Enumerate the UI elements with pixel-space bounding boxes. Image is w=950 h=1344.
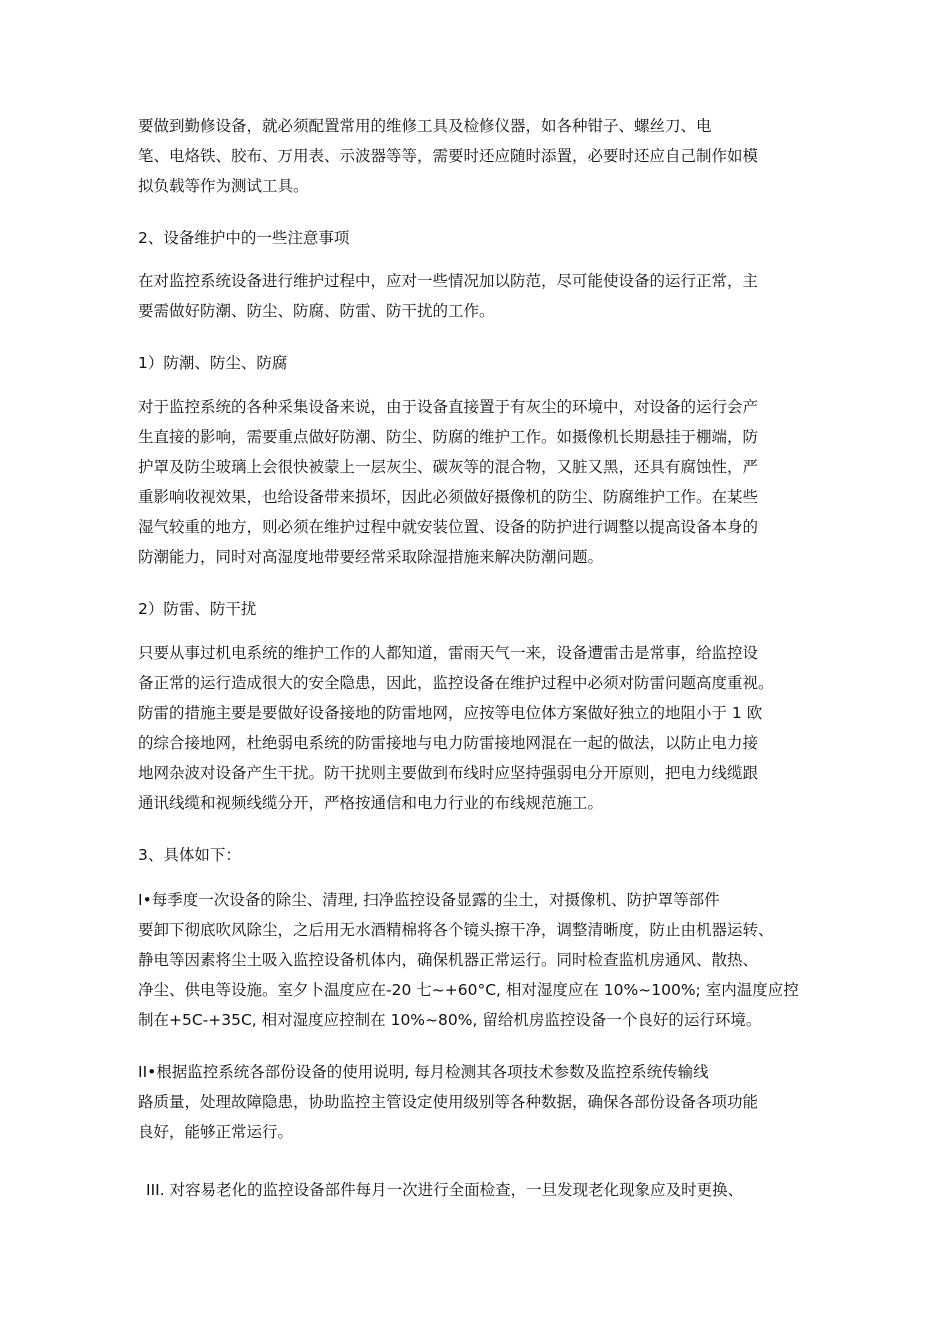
text-line: 净尘、供电等设施。室夕卜温度应在-20 七~+60°C, 相对湿度应在 10%~100%; 室内温度应控 (138, 981, 799, 999)
text-line: 对于监控系统的各种采集设备来说，由于设备直接置于有灰尘的环境中，对设备的运行会产 (138, 398, 759, 416)
section-heading: 3、具体如下： (138, 846, 241, 864)
list-item-line: I•每季度一次设备的除尘、清理, 扫净监控设备显露的尘土，对摄像机、防护罩等部件 (138, 891, 720, 909)
text-line: 防潮能力，同时对高湿度地带要经常采取除湿措施来解决防潮问题。 (138, 548, 604, 566)
text-line: 备正常的运行造成很大的安全隐患，因此，监控设备在维护过程中必须对防雷问题高度重视。 (138, 674, 774, 692)
text-line: 良好，能够正常运行。 (138, 1123, 294, 1141)
text-line: 生直接的影响，需要重点做好防潮、防尘、防腐的维护工作。如摄像机长期悬挂于棚端，防 (138, 428, 759, 446)
text-line: 通讯线缆和视频线缆分开，严格按通信和电力行业的布线规范施工。 (138, 794, 604, 812)
text-line: 防雷的措施主要是要做好设备接地的防雷地网，应按等电位体方案做好独立的地阻小于 1 欧 (138, 704, 763, 722)
text-line: 地网杂波对设备产生干扰。防干扰则主要做到布线时应坚持强弱电分开原则，把电力线缆跟 (138, 764, 759, 782)
subsection-heading: 1）防潮、防尘、防腐 (138, 354, 288, 372)
list-item-line: II•根据监控系统各部份设备的使用说明, 每月检测其各项技术参数及监控系统传输线 (138, 1063, 709, 1081)
text-line: 要需做好防潮、防尘、防腐、防雷、防干扰的工作。 (138, 302, 495, 320)
text-line: 要做到勤修设备，就必须配置常用的维修工具及检修仪器，如各种钳子、螺丝刀、电 (138, 117, 712, 135)
text-line: 重影响收视效果，也给设备带来损坏，因此必须做好摄像机的防尘、防腐维护工作。在某些 (138, 488, 759, 506)
text-line: 路质量，处理故障隐患，协助监控主管设定使用级别等各种数据，确保各部份设备各项功能 (138, 1093, 759, 1111)
text-line: 在对监控系统设备进行维护过程中，应对一些情况加以防范，尽可能使设备的运行正常，主 (138, 272, 759, 290)
text-line: 拟负载等作为测试工具。 (138, 177, 309, 195)
list-item-line: III. 对容易老化的监控设备部件每月一次进行全面检查，一旦发现老化现象应及时更换、 (146, 1181, 744, 1199)
text-line: 的综合接地网，杜绝弱电系统的防雷接地与电力防雷接地网混在一起的做法，以防止电力接 (138, 734, 759, 752)
text-line: 护罩及防尘玻璃上会很快被蒙上一层灰尘、碳灰等的混合物，又脏又黑，还具有腐蚀性，严 (138, 458, 759, 476)
text-line: 静电等因素将尘土吸入监控设备机体内，确保机器正常运行。同时检查监机房通风、散热、 (138, 951, 759, 969)
subsection-heading: 2）防雷、防干扰 (138, 600, 257, 618)
text-line: 要卸下彻底吹风除尘，之后用无水酒精棉将各个镜头擦干净，调整清晰度，防止由机器运转、 (138, 921, 774, 939)
text-line: 湿气较重的地方，则必须在维护过程中就安装位置、设备的防护进行调整以提高设备本身的 (138, 518, 759, 536)
section-heading: 2、设备维护中的一些注意事项 (138, 229, 350, 247)
text-line: 只要从事过机电系统的维护工作的人都知道，雷雨天气一来，设备遭雷击是常事，给监控设 (138, 644, 759, 662)
text-line: 制在+5C-+35C, 相对湿度应控制在 10%~80%, 留给机房监控设备一个良好的运行环境。 (138, 1011, 762, 1029)
text-line: 笔、电烙铁、胶布、万用表、示波器等等，需要时还应随时添置，必要时还应自己制作如模 (138, 147, 759, 165)
